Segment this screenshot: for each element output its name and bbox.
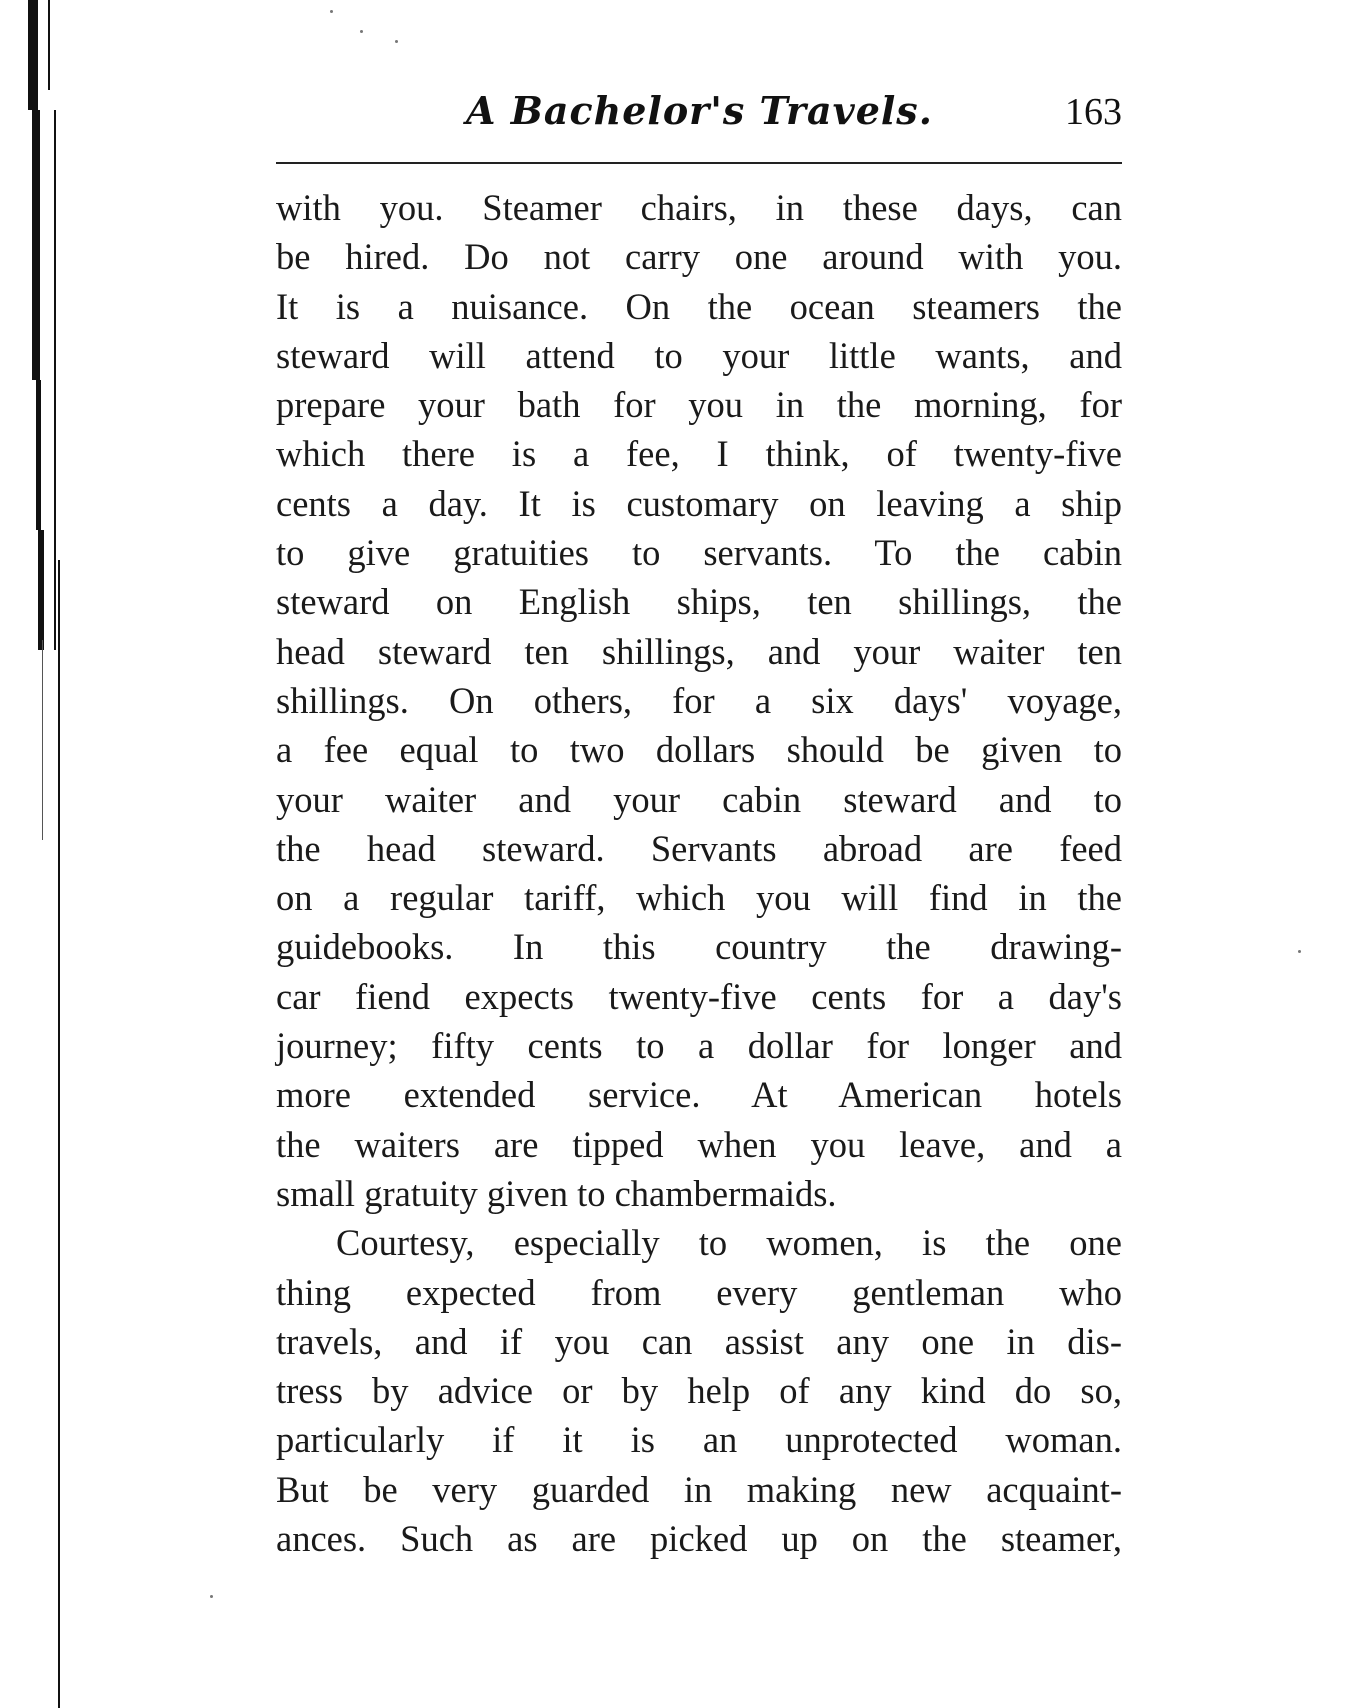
text-line: ances. Such as are picked up on the steamer, bbox=[276, 1518, 1122, 1560]
scan-speck bbox=[210, 1595, 213, 1598]
text-line: to give gratuities to servants. To the cabin bbox=[276, 532, 1122, 574]
text-line: prepare your bath for you in the morning, for bbox=[276, 384, 1122, 426]
text-line: particularly if it is an unprotected woman. bbox=[276, 1419, 1122, 1461]
text-line: be hired. Do not carry one around with you. bbox=[276, 236, 1122, 278]
scan-gutter-marks bbox=[18, 0, 58, 1708]
text-line: Courtesy, especially to women, is the one bbox=[336, 1222, 1122, 1264]
text-line: which there is a fee, I think, of twenty-five bbox=[276, 433, 1122, 475]
scan-speck bbox=[395, 40, 398, 43]
text-line: your waiter and your cabin steward and to bbox=[276, 778, 1122, 820]
running-title: A Bachelor's Travels. bbox=[466, 88, 933, 133]
scan-speck bbox=[360, 30, 363, 33]
text-line: with you. Steamer chairs, in these days, can bbox=[276, 187, 1122, 228]
text-line: shillings. On others, for a six days' voyage, bbox=[276, 679, 1122, 721]
text-line: more extended service. At American hotels bbox=[276, 1074, 1122, 1116]
scan-speck bbox=[1298, 950, 1301, 953]
text-line: head steward ten shillings, and your waiter ten bbox=[276, 630, 1122, 672]
text-line: steward on English ships, ten shillings, the bbox=[276, 581, 1122, 623]
text-line: cents a day. It is customary on leaving a ship bbox=[276, 482, 1122, 524]
text-line: steward will attend to your little wants, and bbox=[276, 334, 1122, 376]
text-line: the head steward. Servants abroad are feed bbox=[276, 827, 1122, 869]
header-rule bbox=[276, 162, 1122, 164]
text-line: guidebooks. In this country the drawing- bbox=[276, 926, 1122, 968]
text-line: thing expected from every gentleman who bbox=[276, 1271, 1122, 1313]
text-line: But be very guarded in making new acquaint- bbox=[276, 1468, 1122, 1510]
body-text bbox=[276, 183, 1122, 1563]
text-line: on a regular tariff, which you will find in the bbox=[276, 877, 1122, 919]
scan-speck bbox=[330, 10, 333, 13]
text-line: tress by advice or by help of any kind do so, bbox=[276, 1370, 1122, 1412]
page-number: 163 bbox=[1065, 91, 1122, 133]
text-line: travels, and if you can assist any one in dis- bbox=[276, 1320, 1122, 1362]
text-line: journey; fifty cents to a dollar for longer and bbox=[276, 1025, 1122, 1067]
text-line: car fiend expects twenty-five cents for a day's bbox=[276, 975, 1122, 1017]
text-line: It is a nuisance. On the ocean steamers the bbox=[276, 285, 1122, 327]
text-line: the waiters are tipped when you leave, and a bbox=[276, 1123, 1122, 1165]
page-header bbox=[276, 88, 1122, 148]
text-line: a fee equal to two dollars should be given to bbox=[276, 729, 1122, 771]
text-line: small gratuity given to chambermaids. bbox=[276, 1172, 837, 1214]
